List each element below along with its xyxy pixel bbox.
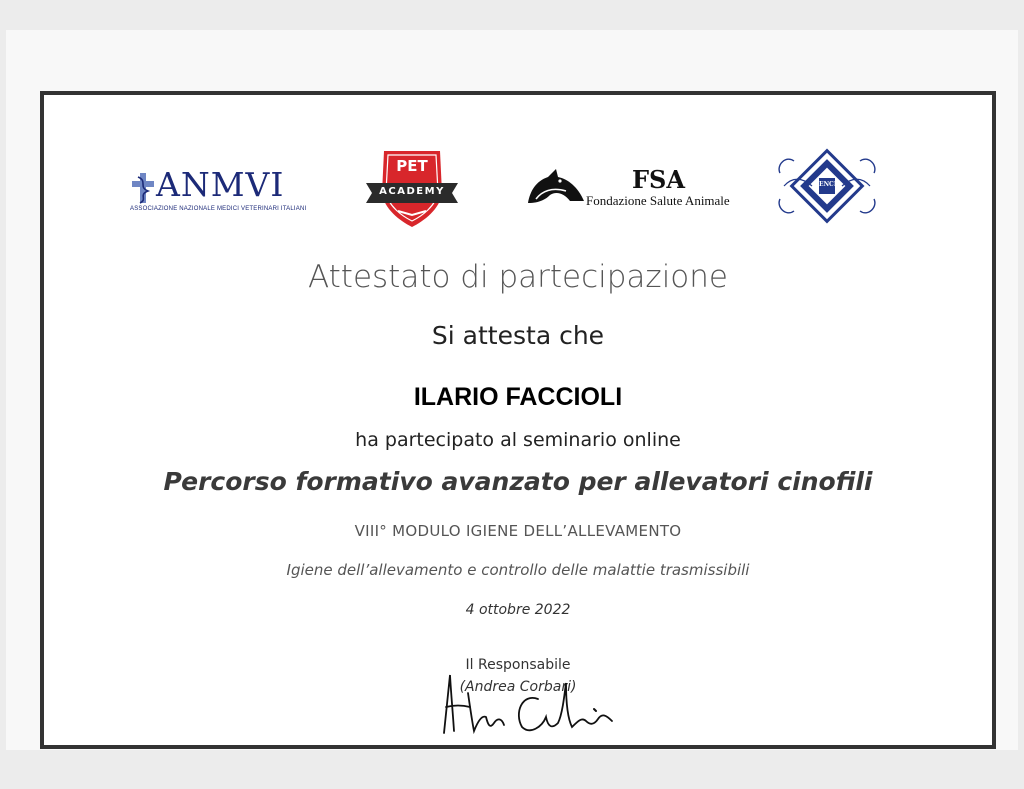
module-title: VIII° MODULO IGIENE DELL’ALLEVAMENTO	[354, 522, 682, 540]
enci-wordmark: ENCI	[819, 181, 837, 188]
anmvi-logo	[130, 165, 307, 215]
certificate-date: 4 ottobre 2022	[465, 602, 571, 618]
anmvi-wordmark: ANMVI	[156, 165, 285, 204]
course-title: Percorso formativo avanzato per allevatori cinofili	[163, 467, 873, 496]
fsa-logo	[526, 163, 736, 209]
fsa-subtitle: Fondazione Salute Animale	[586, 193, 730, 208]
pet-academy-logo	[362, 145, 462, 231]
participation-text: ha partecipato al seminario online	[355, 429, 681, 451]
handwritten-signature	[438, 669, 618, 739]
certificate-frame	[40, 91, 996, 749]
certificate-title: Attestato di partecipazione	[307, 259, 728, 295]
participant-name: ILARIO FACCIOLI	[413, 383, 623, 411]
topic-text: Igiene dell’allevamento e controllo delle malattie trasmissibili	[286, 561, 750, 579]
enci-logo	[772, 143, 882, 229]
pet-academy-line1: PET	[396, 157, 428, 175]
paper-background	[6, 30, 1018, 750]
anmvi-subtitle: ASSOCIAZIONE NAZIONALE MEDICI VETERINARI ITALIANI	[130, 206, 307, 212]
caduceus-icon	[130, 171, 156, 205]
signatory-role: Il Responsabile	[465, 657, 571, 673]
horse-head-icon	[526, 165, 586, 205]
attestation-text: Si attesta che	[431, 321, 605, 350]
fsa-wordmark: FSA	[632, 165, 685, 194]
signatory-name: (Andrea Corbari)	[459, 679, 577, 695]
pet-academy-line2: ACADEMY	[379, 186, 445, 197]
